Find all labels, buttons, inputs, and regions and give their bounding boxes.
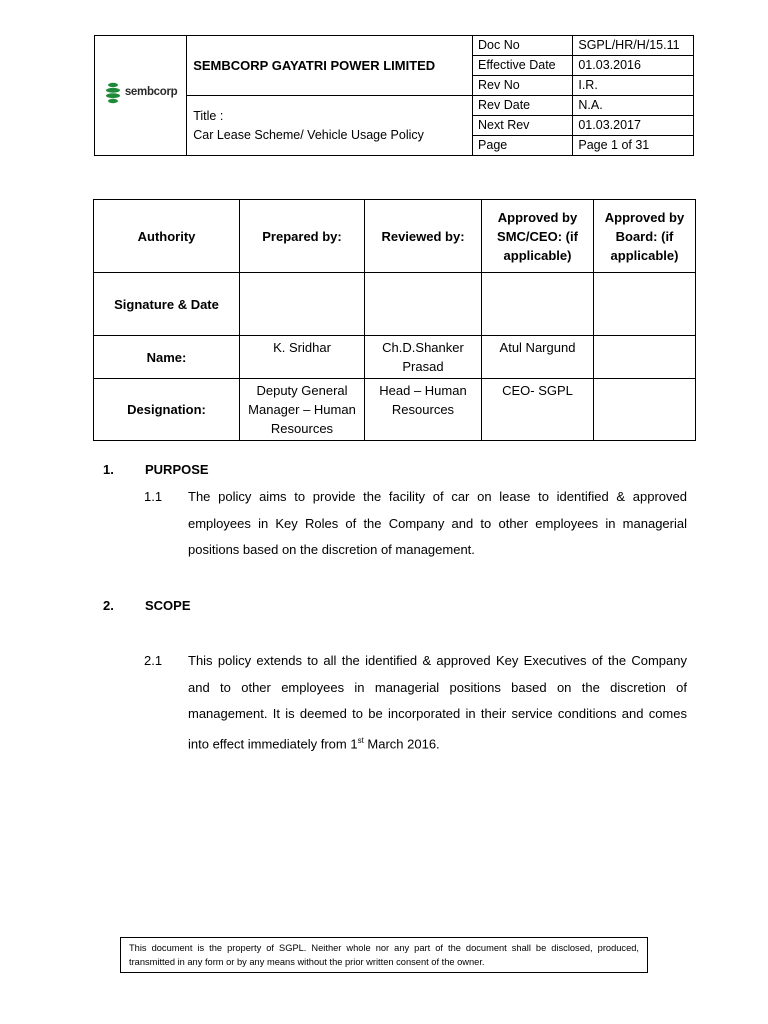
approved-smc-ceo-header: Approved by SMC/CEO: (if applicable) — [482, 200, 594, 273]
approved-board-designation — [594, 379, 696, 441]
effective-date-value: 01.03.2016 — [573, 56, 694, 76]
confidentiality-footer: This document is the property of SGPL. Neither whole nor any part of the document shall be disclosed, produced, transmitted in any form or by any means without the prior written consent of the owner. — [120, 937, 648, 973]
rev-date-value: N.A. — [573, 96, 694, 116]
title-label: Title : — [193, 108, 224, 123]
company-name: SEMBCORP GAYATRI POWER LIMITED — [187, 36, 473, 96]
signature-cell — [240, 273, 365, 336]
doc-no-value: SGPL/HR/H/15.11 — [573, 36, 694, 56]
designation-row — [94, 379, 696, 441]
authority-header: Authority — [94, 200, 240, 273]
section-heading-purpose — [103, 462, 209, 477]
section-number: 1. — [103, 462, 114, 477]
document-title: Car Lease Scheme/ Vehicle Usage Policy — [193, 127, 424, 142]
signature-row — [94, 273, 696, 336]
logo-text: sembcorp — [124, 86, 178, 98]
signature-label: Signature & Date — [94, 273, 240, 336]
paragraph-text: The policy aims to provide the facility of car on lease to identified & approved employees in Key Roles of the Company and to other employees in managerial positions based on the discretion of management. — [188, 489, 687, 557]
sembcorp-logo — [104, 81, 178, 105]
logo-cell — [95, 36, 187, 156]
paragraph-text-end: March 2016. — [363, 735, 440, 751]
name-row — [94, 336, 696, 379]
meta-label: Rev Date — [473, 96, 573, 116]
meta-label: Doc No — [473, 36, 573, 56]
approved-board-header: Approved by Board: (if applicable) — [594, 200, 696, 273]
meta-label: Page — [473, 136, 573, 156]
signature-cell — [365, 273, 482, 336]
page-number-value: Page 1 of 31 — [573, 136, 694, 156]
rev-no-value: I.R. — [573, 76, 694, 96]
ordinal-suffix: st — [357, 735, 364, 745]
prepared-by-header: Prepared by: — [240, 200, 365, 273]
paragraph-2-1 — [144, 648, 687, 757]
meta-label: Rev No — [473, 76, 573, 96]
authority-header-row — [94, 200, 696, 273]
document-header-table — [94, 35, 694, 156]
reviewed-by-name: Ch.D.Shanker Prasad — [365, 336, 482, 379]
reviewed-by-header: Reviewed by: — [365, 200, 482, 273]
paragraph-number: 1.1 — [144, 489, 163, 504]
document-title-cell — [187, 96, 473, 156]
prepared-by-designation: Deputy General Manager – Human Resources — [240, 379, 365, 441]
name-label: Name: — [94, 336, 240, 379]
paragraph-number: 2.1 — [144, 653, 163, 668]
paragraph-text-main: This policy extends to all the identified & approved Key Executives of the Company and to other employees in managerial positions based on the discretion of management. It is deemed to be incorporated in their service conditions and comes into effect immediately from 1 — [188, 653, 687, 751]
next-rev-value: 01.03.2017 — [573, 116, 694, 136]
authority-table — [93, 199, 696, 441]
section-title: PURPOSE — [145, 462, 209, 477]
section-number: 2. — [103, 598, 114, 613]
reviewed-by-designation: Head – Human Resources — [365, 379, 482, 441]
designation-label: Designation: — [94, 379, 240, 441]
section-heading-scope — [103, 598, 191, 613]
approved-board-name — [594, 336, 696, 379]
signature-cell — [482, 273, 594, 336]
paragraph-text — [188, 648, 687, 757]
signature-cell — [594, 273, 696, 336]
approved-smc-name: Atul Nargund — [482, 336, 594, 379]
prepared-by-name: K. Sridhar — [240, 336, 365, 379]
approved-smc-designation: CEO- SGPL — [482, 379, 594, 441]
section-title: SCOPE — [145, 598, 191, 613]
meta-label: Next Rev — [473, 116, 573, 136]
sembcorp-logo-icon — [104, 81, 122, 105]
paragraph-1-1 — [144, 484, 687, 564]
meta-label: Effective Date — [473, 56, 573, 76]
